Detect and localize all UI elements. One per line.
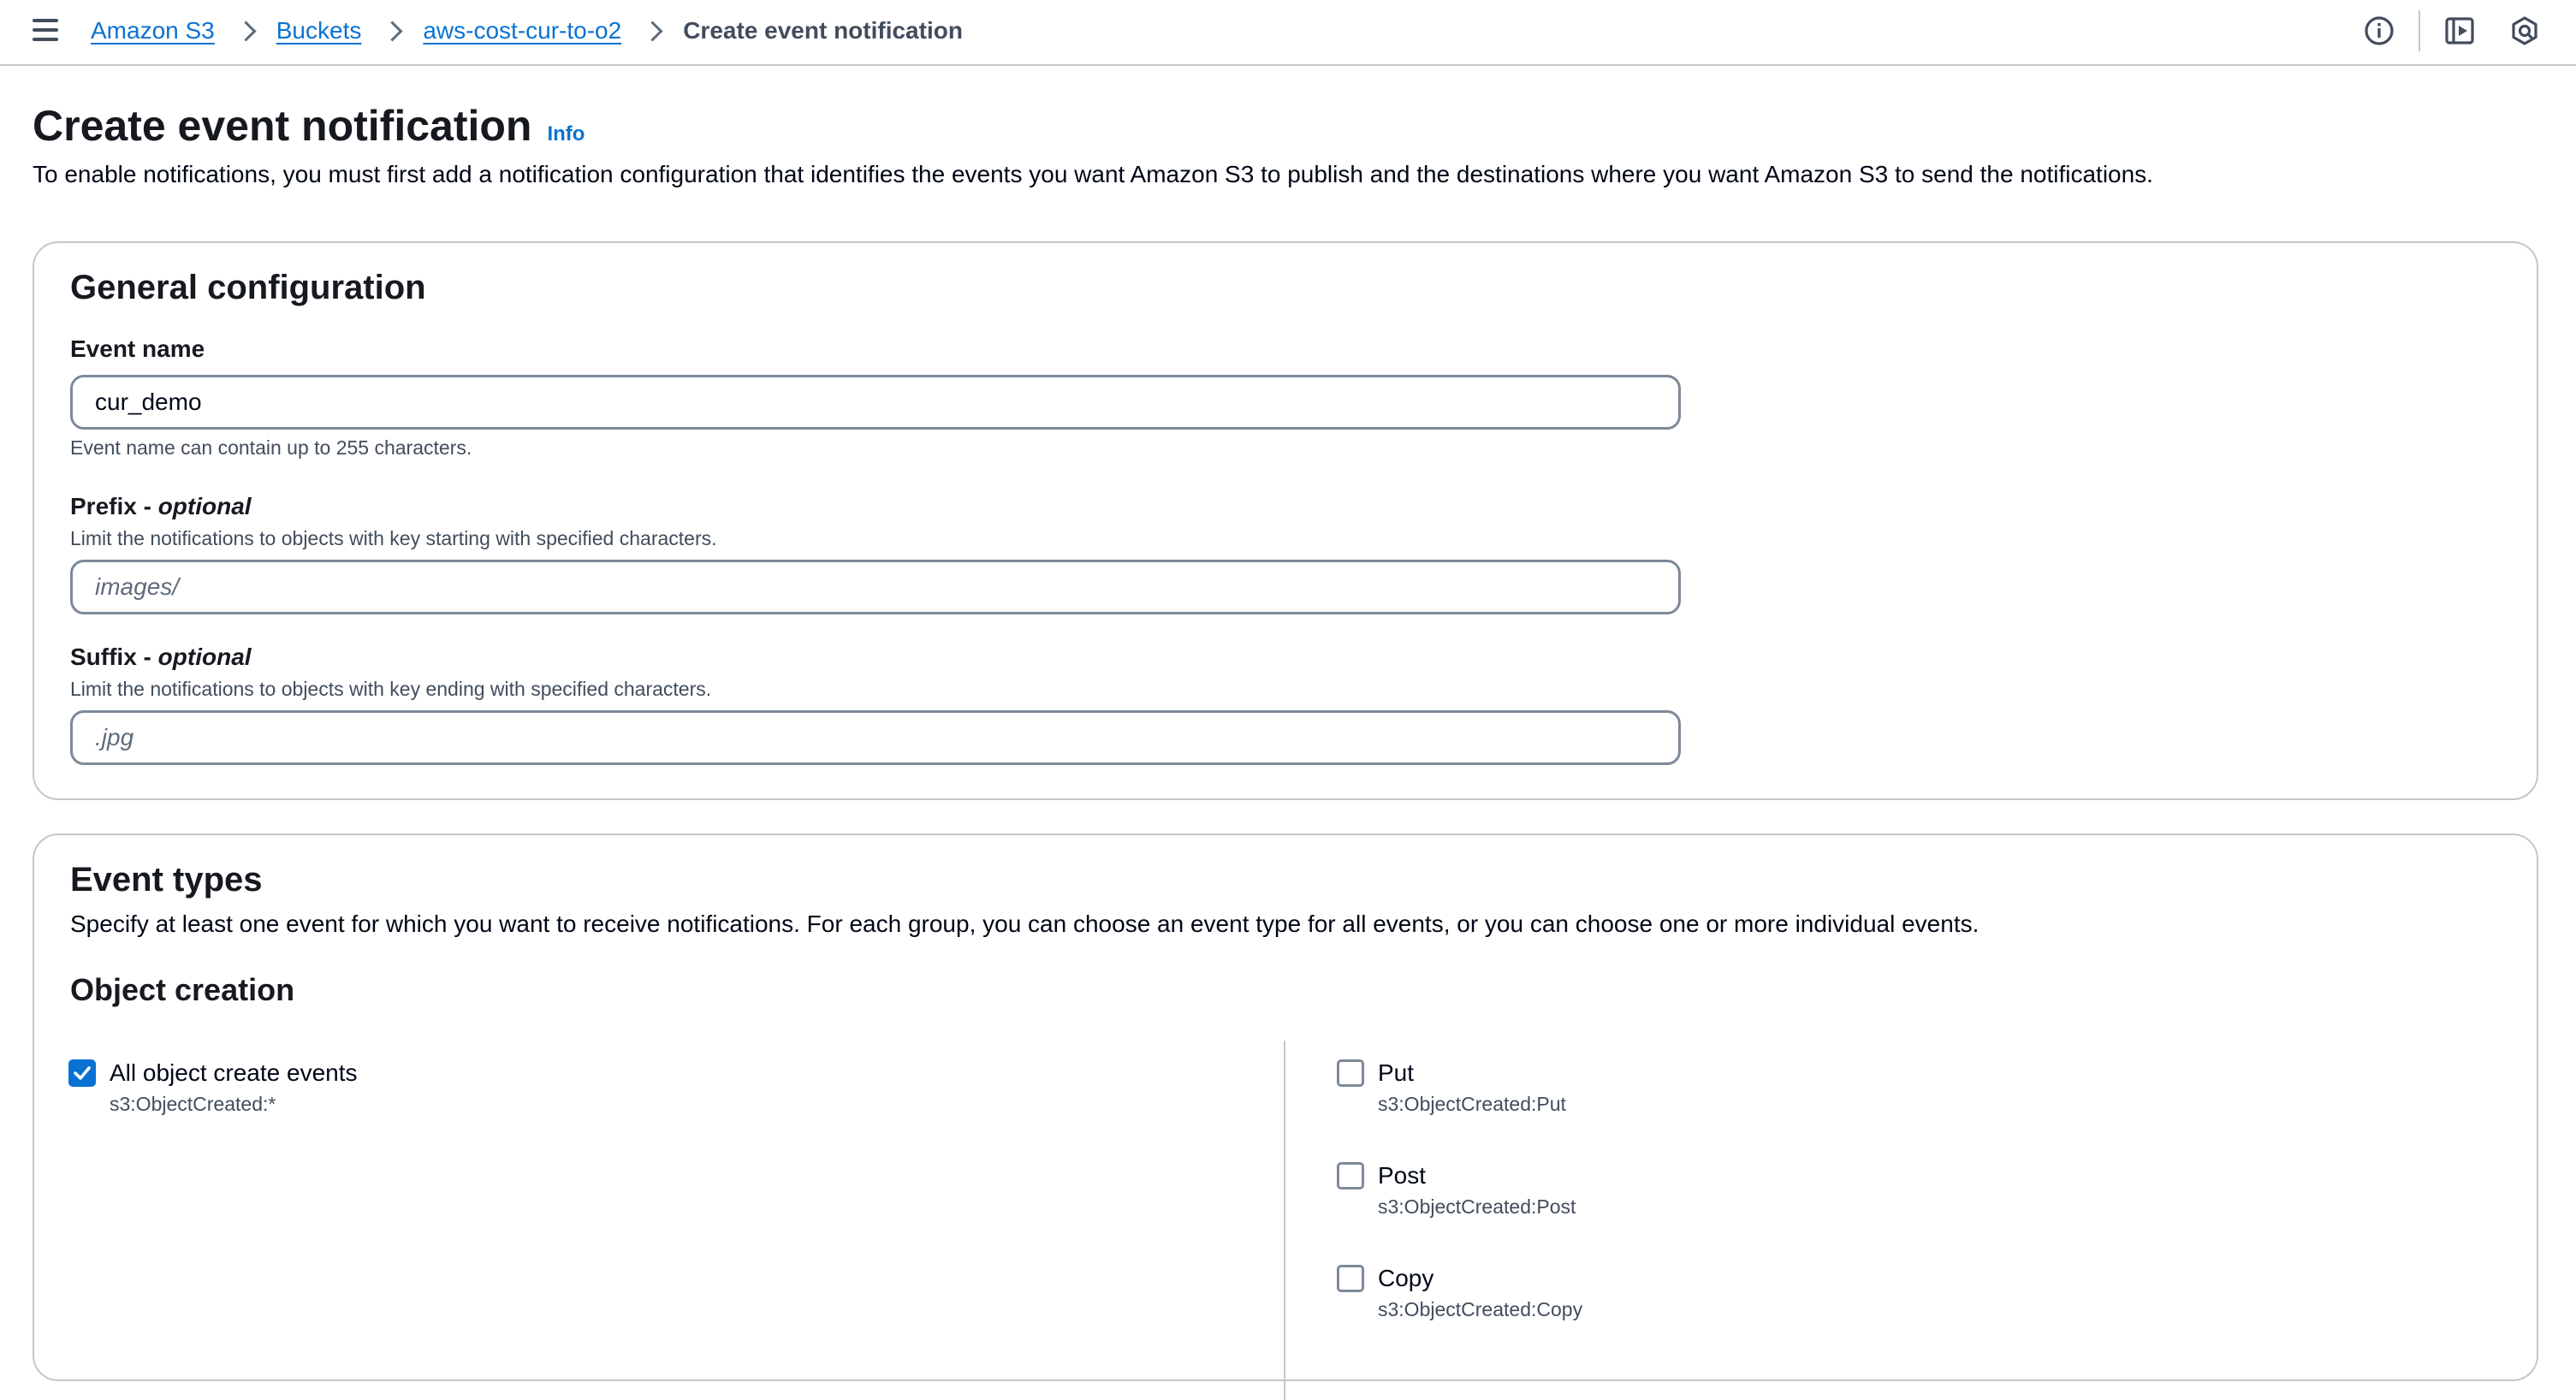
breadcrumb-bucket-name[interactable]: aws-cost-cur-to-o2 xyxy=(423,17,622,44)
page-description: To enable notifications, you must first add a notification configuration that identifies the events you want Amazon S3 to publish and the destinations where you want Amazon S3 to send the notifications. xyxy=(33,161,2153,187)
suffix-hint: Limit the notifications to objects with key ending with specified characters. xyxy=(70,678,712,700)
breadcrumb-buckets[interactable]: Buckets xyxy=(276,17,362,44)
chevron-right-icon xyxy=(234,14,258,48)
breadcrumb-amazon-s3[interactable]: Amazon S3 xyxy=(91,17,215,44)
checkbox-label: All object create events xyxy=(110,1059,358,1086)
copy-checkbox[interactable] xyxy=(1337,1261,1582,1323)
prefix-input[interactable] xyxy=(70,560,1681,614)
checkmark-icon xyxy=(73,1064,92,1083)
event-types-panel xyxy=(33,833,2538,1381)
divider xyxy=(2419,10,2420,51)
checkbox-code: s3:ObjectCreated:Copy xyxy=(1378,1298,1583,1320)
breadcrumb-current: Create event notification xyxy=(683,17,963,44)
top-icon-group xyxy=(2362,14,2542,48)
page-title-text: Create event notification xyxy=(33,102,532,150)
suffix-optional-text: optional xyxy=(157,644,252,670)
hamburger-menu-icon[interactable] xyxy=(33,19,58,41)
checkbox-checked[interactable] xyxy=(68,1059,96,1087)
column-divider xyxy=(1284,1041,1285,1400)
checkbox-unchecked[interactable] xyxy=(1337,1265,1364,1292)
top-navigation-bar xyxy=(0,0,2576,66)
post-checkbox[interactable] xyxy=(1337,1159,1576,1220)
checkbox-unchecked[interactable] xyxy=(1337,1059,1364,1087)
event-name-input[interactable] xyxy=(70,375,1681,430)
chevron-right-icon xyxy=(380,14,404,48)
checkbox-label: Copy xyxy=(1378,1265,1434,1291)
event-name-label: Event name xyxy=(70,335,205,362)
object-creation-title: Object creation xyxy=(70,972,295,1007)
side-panel-icon[interactable] xyxy=(2442,14,2477,48)
info-link[interactable]: Info xyxy=(547,122,585,145)
checkbox-code: s3:ObjectCreated:* xyxy=(110,1093,276,1115)
prefix-label-text: Prefix - xyxy=(70,493,158,519)
all-object-create-events-checkbox[interactable] xyxy=(68,1056,358,1118)
checkbox-code: s3:ObjectCreated:Post xyxy=(1378,1195,1576,1218)
section-title-general: General configuration xyxy=(70,269,426,306)
checkbox-code: s3:ObjectCreated:Put xyxy=(1378,1093,1566,1115)
put-checkbox[interactable] xyxy=(1337,1056,1566,1118)
suffix-label-text: Suffix - xyxy=(70,644,158,670)
hexagon-settings-icon[interactable] xyxy=(2508,14,2542,48)
event-name-hint: Event name can contain up to 255 characters. xyxy=(70,436,472,459)
general-configuration-panel xyxy=(33,241,2538,800)
section-title-event-types: Event types xyxy=(70,861,263,899)
breadcrumb xyxy=(91,14,963,48)
checkbox-unchecked[interactable] xyxy=(1337,1162,1364,1189)
info-circle-icon[interactable] xyxy=(2362,14,2396,48)
checkbox-label: Post xyxy=(1378,1162,1427,1189)
prefix-optional-text: optional xyxy=(157,493,252,519)
prefix-label xyxy=(70,493,252,520)
event-types-description: Specify at least one event for which you want to receive notifications. For each group, you can choose an event type for all events, or you can choose one or more individual events. xyxy=(70,911,1979,937)
suffix-input[interactable] xyxy=(70,710,1681,765)
suffix-label xyxy=(70,644,252,671)
prefix-hint: Limit the notifications to objects with key starting with specified characters. xyxy=(70,527,717,549)
checkbox-label: Put xyxy=(1378,1059,1415,1086)
page-title xyxy=(33,101,585,151)
chevron-right-icon xyxy=(640,14,664,48)
